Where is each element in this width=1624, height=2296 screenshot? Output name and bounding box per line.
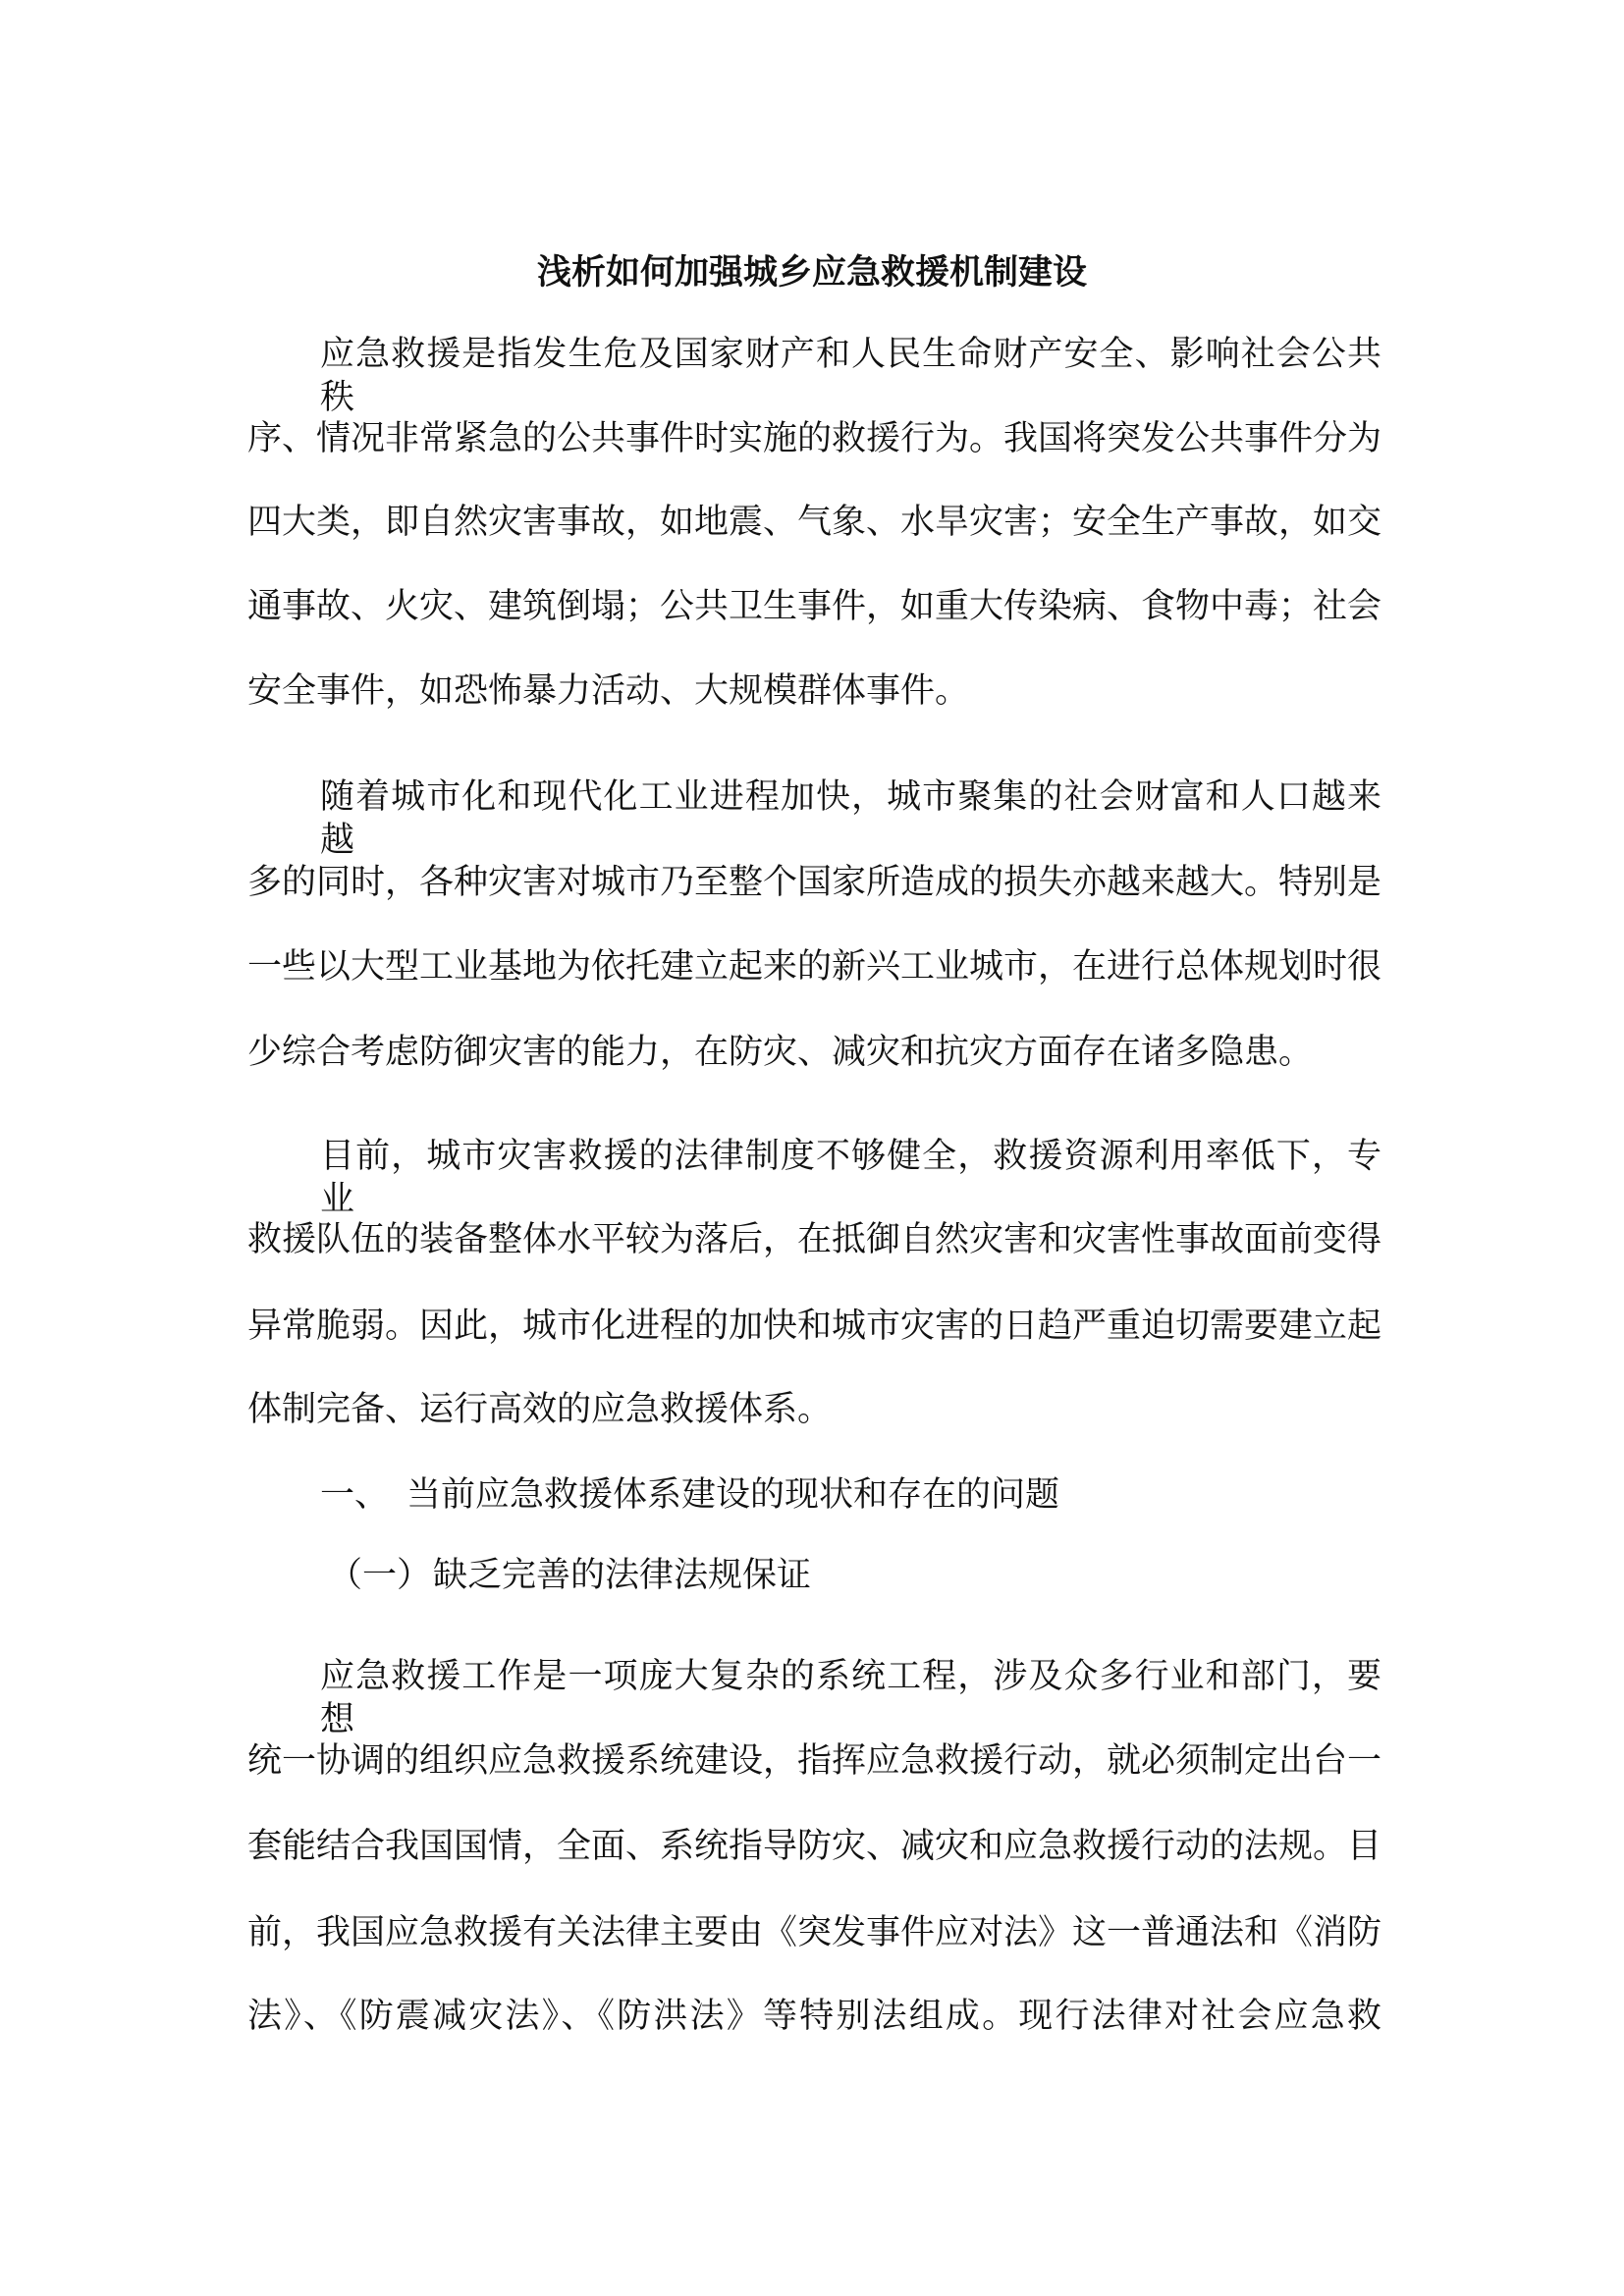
document-title: 浅析如何加强城乡应急救援机制建设 [536, 253, 1087, 293]
paragraph-line: 前，我国应急救援有关法律主要由《突发事件应对法》这一普通法和《消防 [247, 1913, 1382, 1952]
paragraph-line: 一些以大型工业基地为依托建立起来的新兴工业城市，在进行总体规划时很 [247, 947, 1382, 987]
paragraph-line: 法》、《防震减灾法》、《防洪法》等特别法组成。现行法律对社会应急救 [247, 1997, 1381, 2036]
paragraph-line: 多的同时，各种灾害对城市乃至整个国家所造成的损失亦越来越大。特别是 [247, 863, 1382, 902]
paragraph-line: 套能结合我国国情，全面、系统指导防灾、减灾和应急救援行动的法规。目 [247, 1827, 1382, 1866]
heading-1-number: 一、 [320, 1475, 390, 1515]
paragraph-line: 少综合考虑防御灾害的能力，在防灾、减灾和抗灾方面存在诸多隐患。 [247, 1033, 1314, 1072]
paragraph-line: 安全事件，如恐怖暴力活动、大规模群体事件。 [247, 671, 970, 711]
heading-2-text: 缺乏完善的法律法规保证 [433, 1556, 812, 1595]
paragraph-line: 目前，城市灾害救援的法律制度不够健全，救援资源利用率低下，专业 [320, 1137, 1381, 1219]
paragraph-line: 通事故、火灾、建筑倒塌；公共卫生事件，如重大传染病、食物中毒；社会 [247, 587, 1382, 626]
paragraph-line: 统一协调的组织应急救援系统建设，指挥应急救援行动，就必须制定出台一 [247, 1741, 1382, 1781]
paragraph-line: 应急救援是指发生危及国家财产和人民生命财产安全、影响社会公共秩 [320, 335, 1381, 417]
paragraph-line: 应急救援工作是一项庞大复杂的系统工程，涉及众多行业和部门，要想 [320, 1657, 1381, 1739]
paragraph-line: 异常脆弱。因此，城市化进程的加快和城市灾害的日趋严重迫切需要建立起 [247, 1307, 1382, 1346]
paragraph-line: 体制完备、运行高效的应急救援体系。 [247, 1390, 833, 1429]
paragraph-line: 四大类，即自然灾害事故，如地震、气象、水旱灾害；安全生产事故，如交 [247, 503, 1382, 542]
paragraph-line: 救援队伍的装备整体水平较为落后，在抵御自然灾害和灾害性事故面前变得 [247, 1220, 1382, 1259]
paragraph-line: 随着城市化和现代化工业进程加快，城市聚集的社会财富和人口越来越 [320, 777, 1381, 860]
heading-1-text: 当前应急救援体系建设的现状和存在的问题 [406, 1475, 1060, 1515]
heading-2-number: （一） [328, 1556, 432, 1595]
paragraph-line: 序、情况非常紧急的公共事件时实施的救援行为。我国将突发公共事件分为 [247, 419, 1382, 458]
